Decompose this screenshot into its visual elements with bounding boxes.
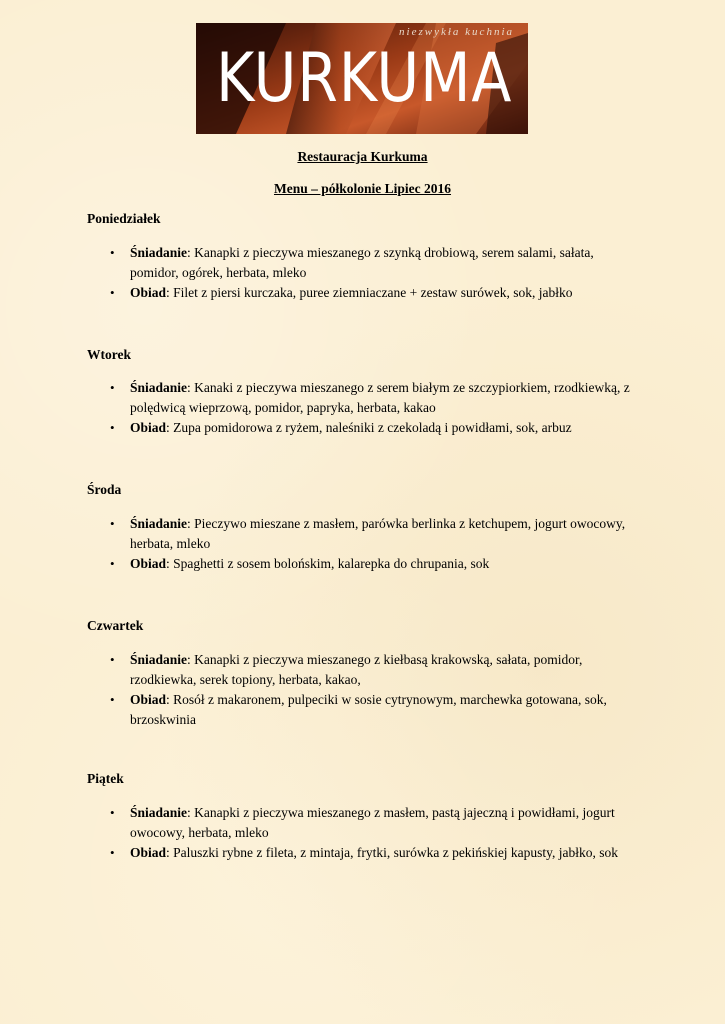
meal-description: : Spaghetti z sosem bolońskim, kalarepka do chrupania, sok — [166, 556, 490, 571]
list-item — [110, 650, 640, 690]
list-item — [110, 243, 640, 283]
meal-list-monday — [110, 243, 640, 303]
list-item — [110, 554, 640, 574]
list-item — [110, 378, 640, 418]
meal-label: Śniadanie — [130, 652, 188, 667]
meal-description: : Pieczywo mieszane z masłem, parówka berlinka z ketchupem, jogurt owocowy, herbata, mleko — [130, 516, 626, 551]
bullet-icon: • — [110, 245, 115, 260]
logo-wordmark: KURKUMA — [216, 39, 513, 118]
meal-label: Śniadanie — [130, 516, 188, 531]
meal-label: Obiad — [130, 692, 167, 707]
list-item — [110, 803, 640, 843]
list-item — [110, 418, 640, 438]
restaurant-logo — [196, 23, 528, 134]
meal-label: Obiad — [130, 420, 167, 435]
day-heading-thursday: Czwartek — [87, 618, 144, 633]
bullet-icon: • — [110, 556, 115, 571]
day-heading-tuesday: Wtorek — [87, 347, 131, 362]
list-item — [110, 690, 640, 730]
list-item — [110, 843, 640, 863]
bullet-icon: • — [110, 380, 115, 395]
meal-description: : Kanapki z pieczywa mieszanego z masłem, pastą jajeczną i powidłami, jogurt owocowy, herbata, mleko — [130, 805, 615, 840]
meal-list-tuesday — [110, 378, 640, 438]
meal-description: : Rosół z makaronem, pulpeciki w sosie cytrynowym, marchewka gotowana, sok, brzoskwinia — [130, 692, 607, 727]
page-title: Restauracja Kurkuma — [297, 149, 428, 164]
bullet-icon: • — [110, 516, 115, 531]
bullet-icon: • — [110, 692, 115, 707]
bullet-icon: • — [110, 845, 115, 860]
bullet-icon: • — [110, 285, 115, 300]
meal-list-friday — [110, 803, 640, 863]
day-heading-friday: Piątek — [87, 771, 124, 786]
meal-description: : Kanapki z pieczywa mieszanego z szynką drobiową, serem salami, sałata, pomidor, ogórek, herbata, mleko — [130, 245, 594, 280]
bullet-icon: • — [110, 420, 115, 435]
meal-description: : Zupa pomidorowa z ryżem, naleśniki z czekoladą i powidłami, sok, arbuz — [166, 420, 572, 435]
meal-list-wednesday — [110, 514, 640, 574]
day-heading-monday: Poniedziałek — [87, 211, 161, 226]
day-heading-wednesday: Środa — [87, 482, 122, 497]
page-subtitle: Menu – półkolonie Lipiec 2016 — [273, 181, 452, 196]
meal-label: Śniadanie — [130, 245, 188, 260]
meal-description: : Filet z piersi kurczaka, puree ziemniaczane + zestaw surówek, sok, jabłko — [166, 285, 573, 300]
meal-label: Obiad — [130, 285, 167, 300]
meal-label: Śniadanie — [130, 380, 188, 395]
meal-description: : Paluszki rybne z fileta, z mintaja, frytki, surówka z pekińskiej kapusty, jabłko, sok — [166, 845, 619, 860]
meal-description: : Kanapki z pieczywa mieszanego z kiełbasą krakowską, sałata, pomidor, rzodkiewka, serek topiony, herbata, kakao, — [130, 652, 583, 687]
bullet-icon: • — [110, 652, 115, 667]
bullet-icon: • — [110, 805, 115, 820]
meal-label: Obiad — [130, 556, 167, 571]
logo-tagline: niezwykła kuchnia — [399, 26, 514, 38]
meal-label: Obiad — [130, 845, 167, 860]
meal-label: Śniadanie — [130, 805, 188, 820]
meal-description: : Kanaki z pieczywa mieszanego z serem białym ze szczypiorkiem, rzodkiewką, z polędwicą wieprzową, pomidor, papryka, herbata, kakao — [130, 380, 630, 415]
list-item — [110, 283, 640, 303]
list-item — [110, 514, 640, 554]
meal-list-thursday — [110, 650, 640, 730]
